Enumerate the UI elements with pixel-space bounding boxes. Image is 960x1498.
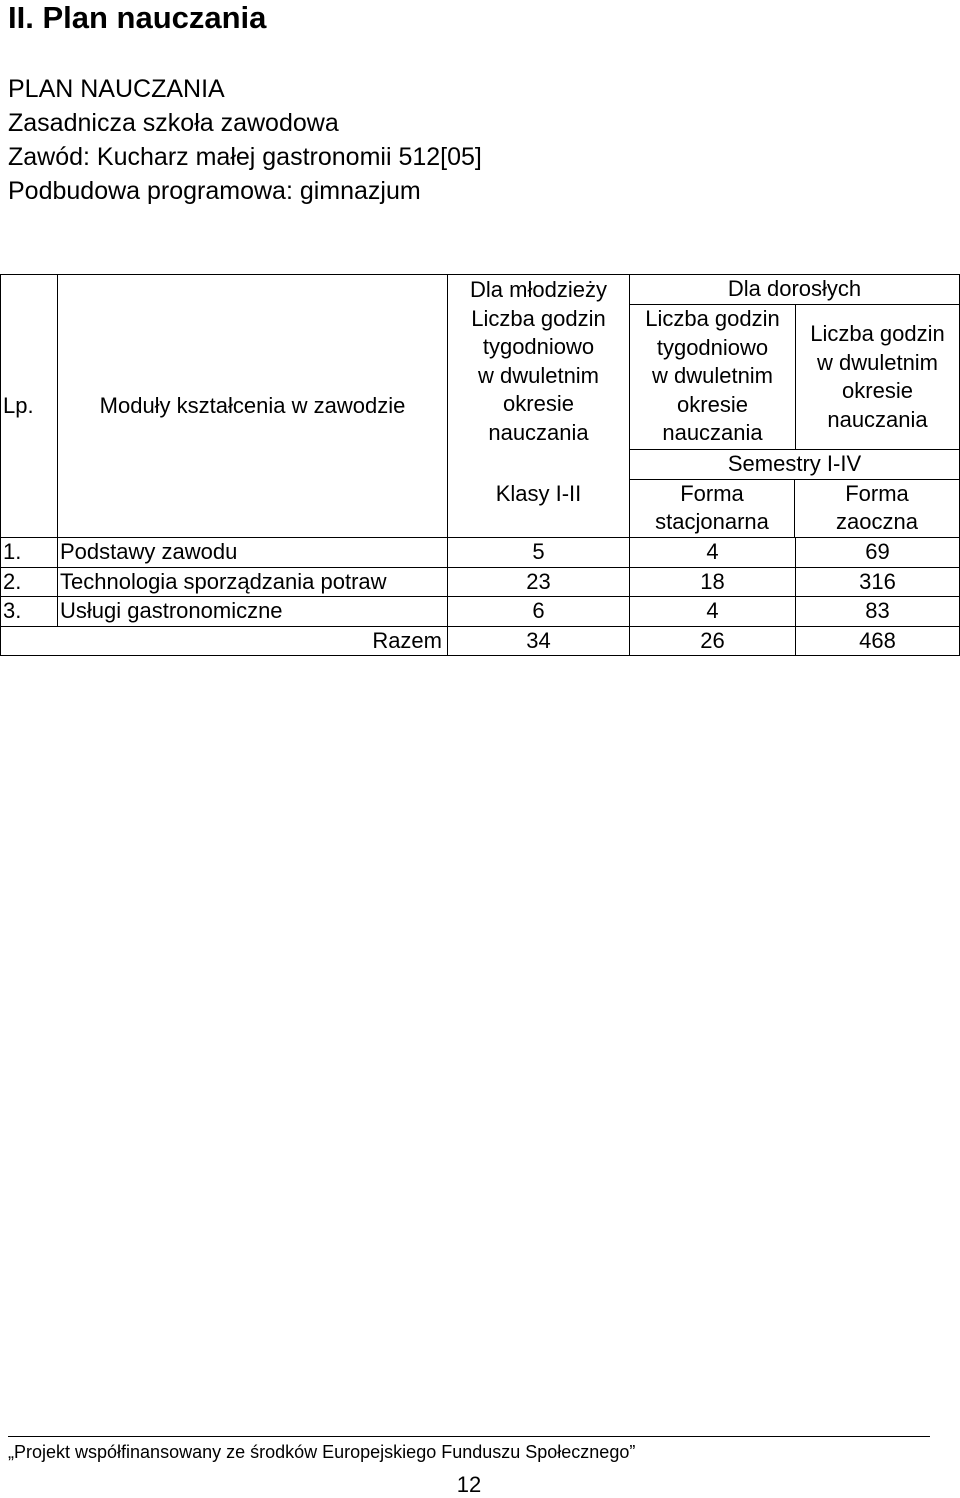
total-row bbox=[1, 626, 960, 656]
header-stationary-hours: Liczba godzin tygodniowo w dwuletnim okresie nauczania bbox=[630, 305, 796, 450]
page-number: 12 bbox=[456, 1472, 482, 1497]
header-form-extramural: Forma zaoczna bbox=[836, 480, 918, 534]
curriculum-basis: Podbudowa programowa: gimnazjum bbox=[8, 177, 421, 205]
header-semesters-block bbox=[630, 450, 960, 538]
table-row bbox=[1, 538, 960, 568]
row-youth-hours: 6 bbox=[448, 597, 630, 627]
header-youth: Dla młodzieży bbox=[448, 275, 630, 305]
total-stationary-hours: 26 bbox=[630, 626, 796, 656]
row-lp: 2. bbox=[1, 567, 58, 597]
profession: Zawód: Kucharz małej gastronomii 512[05] bbox=[8, 143, 482, 171]
footer-divider bbox=[8, 1436, 930, 1437]
row-module: Technologia sporządzania potraw bbox=[58, 567, 448, 597]
table-row bbox=[1, 597, 960, 627]
row-module: Podstawy zawodu bbox=[58, 538, 448, 568]
row-lp: 3. bbox=[1, 597, 58, 627]
total-extramural-hours: 468 bbox=[796, 626, 960, 656]
row-youth-hours: 5 bbox=[448, 538, 630, 568]
header-modules: Moduły kształcenia w zawodzie bbox=[58, 275, 448, 538]
row-stationary-hours: 18 bbox=[630, 567, 796, 597]
teaching-plan-table bbox=[0, 274, 960, 656]
header-classes: Klasy I-II bbox=[448, 450, 630, 538]
header-extramural-hours: Liczba godzin w dwuletnim okresie nauczania bbox=[796, 305, 960, 450]
total-label: Razem bbox=[1, 626, 448, 656]
header-lp: Lp. bbox=[1, 275, 58, 538]
row-stationary-hours: 4 bbox=[630, 597, 796, 627]
header-semesters: Semestry I-IV bbox=[630, 450, 959, 479]
total-youth-hours: 34 bbox=[448, 626, 630, 656]
row-extramural-hours: 316 bbox=[796, 567, 960, 597]
plan-intro bbox=[8, 72, 482, 208]
row-lp: 1. bbox=[1, 538, 58, 568]
header-adults: Dla dorosłych bbox=[630, 275, 960, 305]
row-extramural-hours: 69 bbox=[796, 538, 960, 568]
row-stationary-hours: 4 bbox=[630, 538, 796, 568]
semesters-subtable bbox=[630, 450, 959, 537]
header-row-groups bbox=[1, 275, 960, 305]
page-title: II. Plan nauczania bbox=[8, 0, 267, 35]
plan-title: PLAN NAUCZANIA bbox=[8, 75, 225, 103]
header-youth-hours: Liczba godzin tygodniowo w dwuletnim okresie nauczania bbox=[448, 305, 630, 450]
header-form-stationary: Forma stacjonarna bbox=[630, 479, 795, 537]
row-extramural-hours: 83 bbox=[796, 597, 960, 627]
footer-funding-note: „Projekt współfinansowany ze środków Europejskiego Funduszu Społecznego” bbox=[8, 1442, 636, 1462]
school-type: Zasadnicza szkoła zawodowa bbox=[8, 109, 339, 137]
table-row bbox=[1, 567, 960, 597]
row-module: Usługi gastronomiczne bbox=[58, 597, 448, 627]
row-youth-hours: 23 bbox=[448, 567, 630, 597]
